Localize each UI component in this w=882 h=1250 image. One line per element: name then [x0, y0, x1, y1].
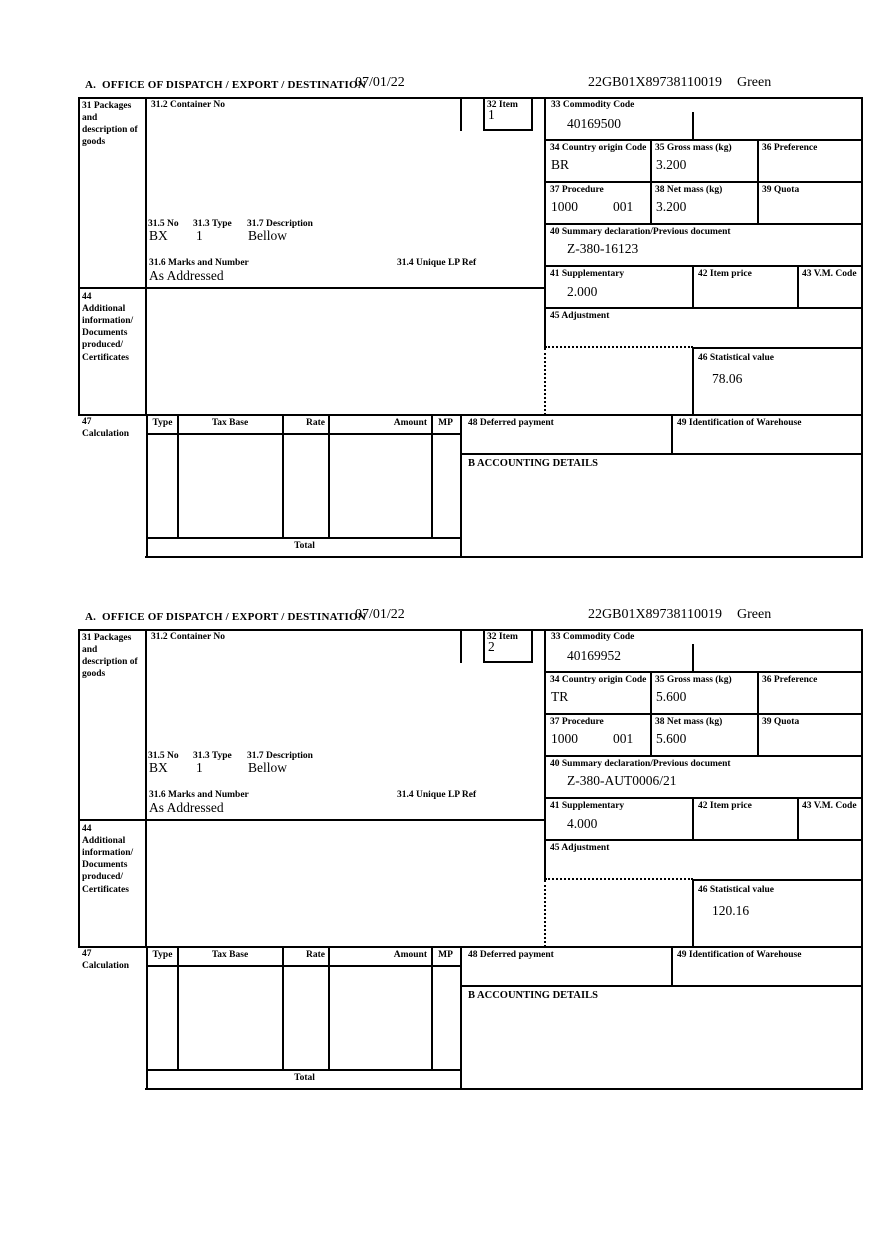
- packages-type-value: 1: [196, 760, 203, 775]
- grid-line: [147, 1069, 462, 1071]
- grid-line: [531, 629, 533, 663]
- net-mass-value: 3.200: [656, 199, 687, 214]
- goods-description-value: Bellow: [248, 228, 287, 243]
- box31-4-lp-ref-label: 31.4 Unique LP Ref: [397, 258, 477, 268]
- calc-header-amount: Amount: [393, 418, 427, 428]
- item-number-value: 1: [488, 107, 495, 122]
- declaration-reference: 22GB01X89738110019: [588, 75, 723, 90]
- packages-no-value: BX: [149, 228, 168, 243]
- accounting-details-label: B ACCOUNTING DETAILS: [468, 990, 598, 1001]
- statistical-value: 120.16: [712, 903, 750, 918]
- box31-6-marks-label: 31.6 Marks and Number: [149, 258, 249, 268]
- box39-quota-label: 39 Quota: [762, 185, 800, 195]
- grid-line: [146, 946, 148, 1090]
- box31-3-type-label: 31.3 Type: [193, 219, 232, 229]
- box32-item-label: 32 Item: [487, 632, 518, 642]
- marks-and-number-value: As Addressed: [149, 800, 224, 815]
- goods-description-value: Bellow: [248, 760, 287, 775]
- box48-deferred-payment-label: 48 Deferred payment: [468, 418, 554, 428]
- box37-procedure-label: 37 Procedure: [550, 185, 604, 195]
- grid-line: [545, 307, 863, 309]
- box47-number: 47: [82, 949, 92, 959]
- grid-line: [78, 629, 80, 948]
- commodity-code-separator: [692, 112, 694, 141]
- box44-number: 44: [82, 824, 92, 834]
- procedure-code-value: 1000: [551, 731, 578, 746]
- calc-header-mp: MP: [438, 950, 453, 960]
- commodity-code-separator: [692, 644, 694, 673]
- grid-line: [545, 181, 863, 183]
- grid-line: [545, 139, 863, 141]
- grid-line: [692, 347, 863, 349]
- item-number-value: 2: [488, 639, 495, 654]
- box41-supplementary-label: 41 Supplementary: [550, 269, 625, 279]
- gross-mass-value: 5.600: [656, 689, 687, 704]
- box44-label: Additional information/ Documents produced/ Certificates: [82, 836, 134, 895]
- grid-line: [650, 139, 652, 225]
- grid-line: [861, 97, 863, 558]
- box46-statistical-label: 46 Statistical value: [698, 885, 774, 895]
- box44-number: 44: [82, 292, 92, 302]
- grid-line: [692, 879, 863, 881]
- grid-line: [545, 265, 863, 267]
- grid-line: [78, 97, 80, 416]
- previous-document-value: Z-380-16123: [567, 241, 639, 256]
- grid-line: [545, 713, 863, 715]
- grid-line: [460, 629, 462, 663]
- box31-6-marks-label: 31.6 Marks and Number: [149, 790, 249, 800]
- calc-total-label: Total: [294, 1073, 315, 1083]
- box31-7-description-label: 31.7 Description: [247, 751, 313, 761]
- marks-and-number-value: As Addressed: [149, 268, 224, 283]
- box34-country-label: 34 Country origin Code: [550, 675, 647, 685]
- grid-line: [797, 797, 799, 841]
- grid-line: [544, 629, 546, 881]
- grid-line: [147, 433, 462, 435]
- supplementary-units-value: 2.000: [567, 284, 598, 299]
- box39-quota-label: 39 Quota: [762, 717, 800, 727]
- office-of-dispatch-label: A. OFFICE OF DISPATCH / EXPORT / DESTINATION: [85, 611, 366, 623]
- office-of-dispatch-label: A. OFFICE OF DISPATCH / EXPORT / DESTINATION: [85, 79, 366, 91]
- grid-line: [545, 797, 863, 799]
- dotted-divider: [545, 346, 693, 348]
- grid-line: [544, 97, 546, 349]
- grid-line: [431, 946, 433, 1071]
- box31-2-container-label: 31.2 Container No: [151, 632, 225, 642]
- grid-line: [328, 414, 330, 539]
- grid-line: [431, 414, 433, 539]
- grid-line: [861, 629, 863, 1090]
- box45-adjustment-label: 45 Adjustment: [550, 311, 610, 321]
- grid-line: [460, 946, 462, 1090]
- box31-2-container-label: 31.2 Container No: [151, 100, 225, 110]
- box31-3-type-label: 31.3 Type: [193, 751, 232, 761]
- grid-line: [671, 414, 673, 455]
- commodity-code-value: 40169952: [567, 648, 621, 663]
- box37-procedure-label: 37 Procedure: [550, 717, 604, 727]
- calc-total-label: Total: [294, 541, 315, 551]
- box49-warehouse-label: 49 Identification of Warehouse: [677, 418, 802, 428]
- box31-5-no-label: 31.5 No: [148, 219, 179, 229]
- grid-line: [531, 97, 533, 131]
- grid-line: [545, 671, 863, 673]
- box43-vm-code-label: 43 V.M. Code: [802, 269, 857, 279]
- grid-line: [692, 265, 694, 309]
- procedure-code-value: 1000: [551, 199, 578, 214]
- grid-line: [692, 879, 694, 948]
- packages-no-value: BX: [149, 760, 168, 775]
- grid-line: [177, 946, 179, 1071]
- box42-item-price-label: 42 Item price: [698, 269, 752, 279]
- box38-net-mass-label: 38 Net mass (kg): [655, 185, 723, 195]
- box36-preference-label: 36 Preference: [762, 143, 818, 153]
- box36-preference-label: 36 Preference: [762, 675, 818, 685]
- box47-number: 47: [82, 417, 92, 427]
- box45-adjustment-label: 45 Adjustment: [550, 843, 610, 853]
- grid-line: [483, 629, 485, 663]
- statistical-value: 78.06: [712, 371, 743, 386]
- grid-line: [145, 1088, 863, 1090]
- calc-header-mp: MP: [438, 418, 453, 428]
- previous-document-value: Z-380-AUT0006/21: [567, 773, 677, 788]
- box48-deferred-payment-label: 48 Deferred payment: [468, 950, 554, 960]
- grid-line: [282, 414, 284, 539]
- grid-line: [78, 819, 546, 821]
- box44-label: Additional information/ Documents produced/ Certificates: [82, 304, 134, 363]
- country-origin-value: TR: [551, 689, 569, 704]
- grid-line: [78, 287, 546, 289]
- calc-header-amount: Amount: [393, 950, 427, 960]
- calc-header-type: Type: [152, 950, 173, 960]
- box38-net-mass-label: 38 Net mass (kg): [655, 717, 723, 727]
- calc-header-type: Type: [152, 418, 173, 428]
- box31-4-lp-ref-label: 31.4 Unique LP Ref: [397, 790, 477, 800]
- box41-supplementary-label: 41 Supplementary: [550, 801, 625, 811]
- grid-line: [147, 965, 462, 967]
- grid-line: [692, 797, 694, 841]
- grid-line: [483, 129, 533, 131]
- grid-line: [460, 97, 462, 131]
- commodity-code-value: 40169500: [567, 116, 621, 131]
- gross-mass-value: 3.200: [656, 157, 687, 172]
- box31-label: 31 Packages and description of goods: [82, 633, 138, 680]
- box43-vm-code-label: 43 V.M. Code: [802, 801, 857, 811]
- grid-line: [545, 839, 863, 841]
- box33-commodity-label: 33 Commodity Code: [551, 100, 635, 110]
- box47-calculation-label: Calculation: [82, 429, 129, 439]
- grid-line: [757, 671, 759, 757]
- declaration-date: 07/01/22: [355, 607, 405, 622]
- box42-item-price-label: 42 Item price: [698, 801, 752, 811]
- grid-line: [545, 223, 863, 225]
- box35-gross-mass-label: 35 Gross mass (kg): [655, 143, 732, 153]
- supplementary-units-value: 4.000: [567, 816, 598, 831]
- calc-header-rate: Rate: [306, 950, 325, 960]
- grid-line: [671, 946, 673, 987]
- packages-type-value: 1: [196, 228, 203, 243]
- calc-header-rate: Rate: [306, 418, 325, 428]
- grid-line: [145, 629, 147, 948]
- grid-line: [328, 946, 330, 1071]
- dotted-divider: [544, 880, 546, 947]
- box31-label: 31 Packages and description of goods: [82, 101, 138, 148]
- dotted-divider: [545, 878, 693, 880]
- accounting-details-label: B ACCOUNTING DETAILS: [468, 458, 598, 469]
- box34-country-label: 34 Country origin Code: [550, 143, 647, 153]
- box31-7-description-label: 31.7 Description: [247, 219, 313, 229]
- box32-item-label: 32 Item: [487, 100, 518, 110]
- box40-previous-doc-label: 40 Summary declaration/Previous document: [550, 759, 731, 769]
- grid-line: [78, 97, 863, 99]
- grid-line: [145, 97, 147, 416]
- grid-line: [797, 265, 799, 309]
- calc-header-tax-base: Tax Base: [211, 418, 249, 428]
- routing-channel: Green: [737, 75, 772, 90]
- net-mass-value: 5.600: [656, 731, 687, 746]
- grid-line: [545, 755, 863, 757]
- box31-5-no-label: 31.5 No: [148, 751, 179, 761]
- dotted-divider: [544, 348, 546, 415]
- grid-line: [483, 97, 485, 131]
- declaration-item-section: [0, 0, 882, 570]
- calc-header-tax-base: Tax Base: [211, 950, 249, 960]
- grid-line: [78, 946, 863, 948]
- grid-line: [650, 671, 652, 757]
- box49-warehouse-label: 49 Identification of Warehouse: [677, 950, 802, 960]
- box46-statistical-label: 46 Statistical value: [698, 353, 774, 363]
- box47-calculation-label: Calculation: [82, 961, 129, 971]
- grid-line: [461, 985, 863, 987]
- grid-line: [461, 453, 863, 455]
- box33-commodity-label: 33 Commodity Code: [551, 632, 635, 642]
- procedure-code-2-value: 001: [613, 731, 634, 746]
- grid-line: [282, 946, 284, 1071]
- grid-line: [177, 414, 179, 539]
- grid-line: [692, 347, 694, 416]
- grid-line: [78, 414, 863, 416]
- grid-line: [483, 661, 533, 663]
- grid-line: [757, 139, 759, 225]
- box40-previous-doc-label: 40 Summary declaration/Previous document: [550, 227, 731, 237]
- procedure-code-2-value: 001: [613, 199, 634, 214]
- country-origin-value: BR: [551, 157, 570, 172]
- grid-line: [78, 629, 863, 631]
- declaration-date: 07/01/22: [355, 75, 405, 90]
- box35-gross-mass-label: 35 Gross mass (kg): [655, 675, 732, 685]
- declaration-item-section: [0, 532, 882, 1102]
- declaration-reference: 22GB01X89738110019: [588, 607, 723, 622]
- routing-channel: Green: [737, 607, 772, 622]
